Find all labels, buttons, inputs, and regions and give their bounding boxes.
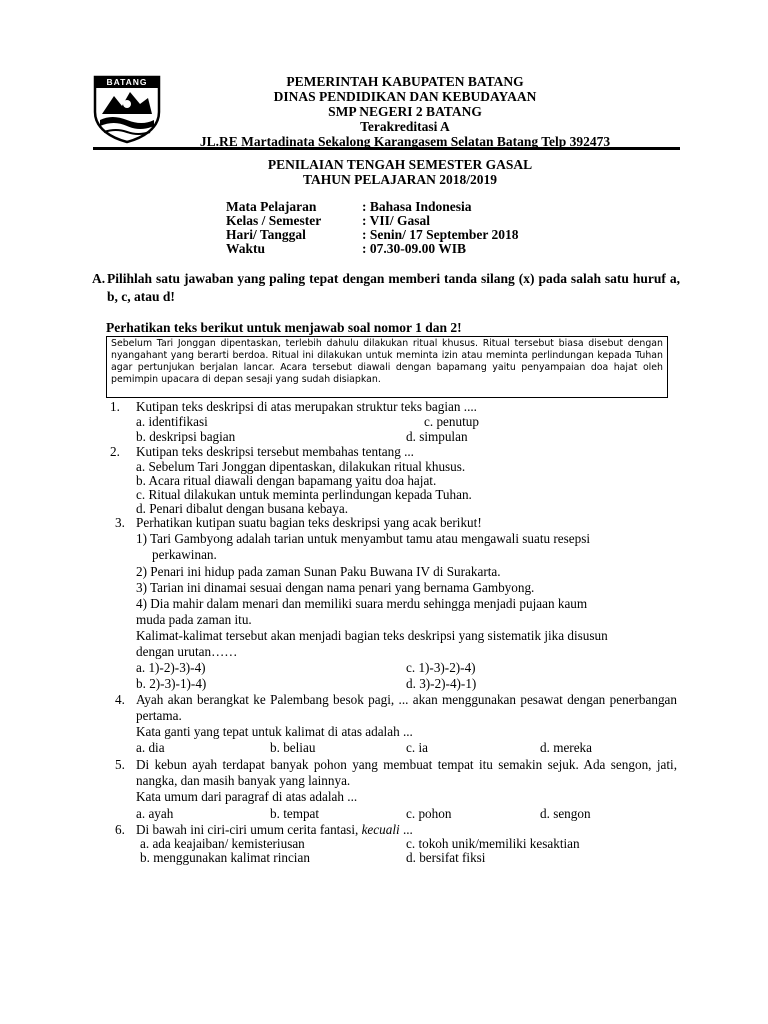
header-divider <box>93 147 680 150</box>
header-government: PEMERINTAH KABUPATEN BATANG <box>286 74 524 89</box>
meta-value-subject: : Bahasa Indonesia <box>362 199 472 214</box>
q6-option-c[interactable]: c. tokoh unik/memiliki kesaktian <box>406 836 580 851</box>
q3-text: Perhatikan kutipan suatu bagian teks deskripsi yang acak berikut! <box>136 515 482 530</box>
q4-question: Kata ganti yang tepat untuk kalimat di atas adalah ... <box>136 724 413 739</box>
q4-option-c[interactable]: c. ia <box>406 740 428 755</box>
passage-note: Perhatikan teks berikut untuk menjawab soal nomor 1 dan 2! <box>106 320 462 335</box>
header-accreditation: Terakreditasi A <box>360 119 450 134</box>
q3-sentence-3: 3) Tarian ini dinamai sesuai dengan nama penari yang bernama Gambyong. <box>136 580 535 595</box>
q4-text: Ayah akan berangkat ke Palembang besok pagi, ... akan menggunakan pesawat dengan penerbangan pertama. <box>136 692 677 723</box>
q6-option-b[interactable]: b. menggunakan kalimat rincian <box>140 850 310 865</box>
q3-sentence-4-cont: muda pada zaman itu. <box>136 612 252 627</box>
q2-text: Kutipan teks deskripsi tersebut membahas tentang ... <box>136 444 414 459</box>
section-a-instruction <box>92 270 680 306</box>
logo-text: BATANG <box>106 77 148 87</box>
q1-number: 1. <box>110 399 120 414</box>
q6-text-pre: Di bawah ini ciri-ciri umum cerita fantasi, <box>136 822 362 837</box>
meta-key-class: Kelas / Semester <box>226 213 322 228</box>
q3-question-cont: dengan urutan…… <box>136 644 238 659</box>
q3-option-d[interactable]: d. 3)-2)-4)-1) <box>406 676 477 691</box>
section-a-text: Pilihlah satu jawaban yang paling tepat dengan memberi tanda silang (x) pada salah satu huruf a, b, c, atau d! <box>107 271 680 304</box>
q6-text-except: kecuali <box>361 822 400 837</box>
q1-option-c[interactable]: c. penutup <box>424 414 479 429</box>
meta-key-subject: Mata Pelajaran <box>226 199 317 214</box>
q3-option-b[interactable]: b. 2)-3)-1)-4) <box>136 676 207 691</box>
meta-value-time: : 07.30-09.00 WIB <box>362 241 467 256</box>
meta-key-time: Waktu <box>226 241 266 256</box>
q2-option-c[interactable]: c. Ritual dilakukan untuk meminta perlindungan kepada Tuhan. <box>136 487 472 502</box>
q4-number: 4. <box>115 692 125 707</box>
exam-year: TAHUN PELAJARAN 2018/2019 <box>302 172 497 187</box>
q6-option-a[interactable]: a. ada keajaiban/ kemisteriusan <box>140 836 305 851</box>
q3-sentence-1-cont: perkawinan. <box>152 547 217 562</box>
q3-sentence-1: 1) Tari Gambyong adalah tarian untuk menyambut tamu atau mengawali suatu resepsi <box>136 531 591 546</box>
section-a-label: A. <box>92 271 106 286</box>
q3-question: Kalimat-kalimat tersebut akan menjadi bagian teks deskripsi yang sistematik jika disusun <box>136 628 608 643</box>
q4-option-b[interactable]: b. beliau <box>270 740 316 755</box>
q3-sentence-4: 4) Dia mahir dalam menari dan memiliki suara merdu sehingga menjadi pujaan kaum <box>136 596 588 611</box>
q5-option-a[interactable]: a. ayah <box>136 806 174 821</box>
q5-question: Kata umum dari paragraf di atas adalah ... <box>136 789 358 804</box>
q2-option-b[interactable]: b. Acara ritual diawali dengan bapamang yaitu doa hajat. <box>136 473 437 488</box>
passage-box: Sebelum Tari Jonggan dipentaskan, terlebih dahulu dilakukan ritual khusus. Ritual tersebut biasa disebut dengan nyangahant yang berarti berdoa. Ritual ini dilakukan untuk meminta izin atau meminta perlindungan kepada Tuhan agar pertunjukan berjalan lancar. Acara tersebut diawali dengan bapamang yaitu penyampaian doa hajat oleh pemimpin upacara di depan sesaji yang sudah disiapkan. <box>106 336 668 398</box>
header-address: JL.RE Martadinata Sekalong Karangasem Selatan Batang Telp 392473 <box>199 134 611 149</box>
q5-option-c[interactable]: c. pohon <box>406 806 452 821</box>
q6-option-d[interactable]: d. bersifat fiksi <box>406 850 486 865</box>
q5-number: 5. <box>115 757 125 772</box>
q3-option-c[interactable]: c. 1)-3)-2)-4) <box>406 660 476 675</box>
q1-option-d[interactable]: d. simpulan <box>406 429 468 444</box>
meta-value-date: : Senin/ 17 September 2018 <box>362 227 519 242</box>
q5-text: Di kebun ayah terdapat banyak pohon yang membuat tempat itu semakin sejuk. Ada sengon, jati, nangka, dan masih banyak yang lainnya. <box>136 757 677 788</box>
q3-option-a[interactable]: a. 1)-2)-3)-4) <box>136 660 206 675</box>
meta-key-date: Hari/ Tanggal <box>226 227 306 242</box>
q2-option-d[interactable]: d. Penari dibalut dengan busana kebaya. <box>136 501 349 516</box>
q1-text: Kutipan teks deskripsi di atas merupakan struktur teks bagian .... <box>136 399 477 414</box>
q5-option-b[interactable]: b. tempat <box>270 806 320 821</box>
q5-option-d[interactable]: d. sengon <box>540 806 591 821</box>
header-department: DINAS PENDIDIKAN DAN KEBUDAYAAN <box>273 89 537 104</box>
q4-option-d[interactable]: d. mereka <box>540 740 592 755</box>
q2-number: 2. <box>110 444 120 459</box>
q1-option-b[interactable]: b. deskripsi bagian <box>136 429 236 444</box>
school-logo <box>92 74 162 144</box>
header-school: SMP NEGERI 2 BATANG <box>328 104 482 119</box>
q1-option-a[interactable]: a. identifikasi <box>136 414 208 429</box>
q6-text-post: ... <box>399 822 413 837</box>
q3-number: 3. <box>115 515 125 530</box>
q6-number: 6. <box>115 822 125 837</box>
q3-sentence-2: 2) Penari ini hidup pada zaman Sunan Paku Buwana IV di Surakarta. <box>136 564 501 579</box>
q4-option-a[interactable]: a. dia <box>136 740 165 755</box>
meta-value-class: : VII/ Gasal <box>362 213 431 228</box>
q2-option-a[interactable]: a. Sebelum Tari Jonggan dipentaskan, dilakukan ritual khusus. <box>136 459 466 474</box>
exam-title: PENILAIAN TENGAH SEMESTER GASAL <box>267 157 533 172</box>
